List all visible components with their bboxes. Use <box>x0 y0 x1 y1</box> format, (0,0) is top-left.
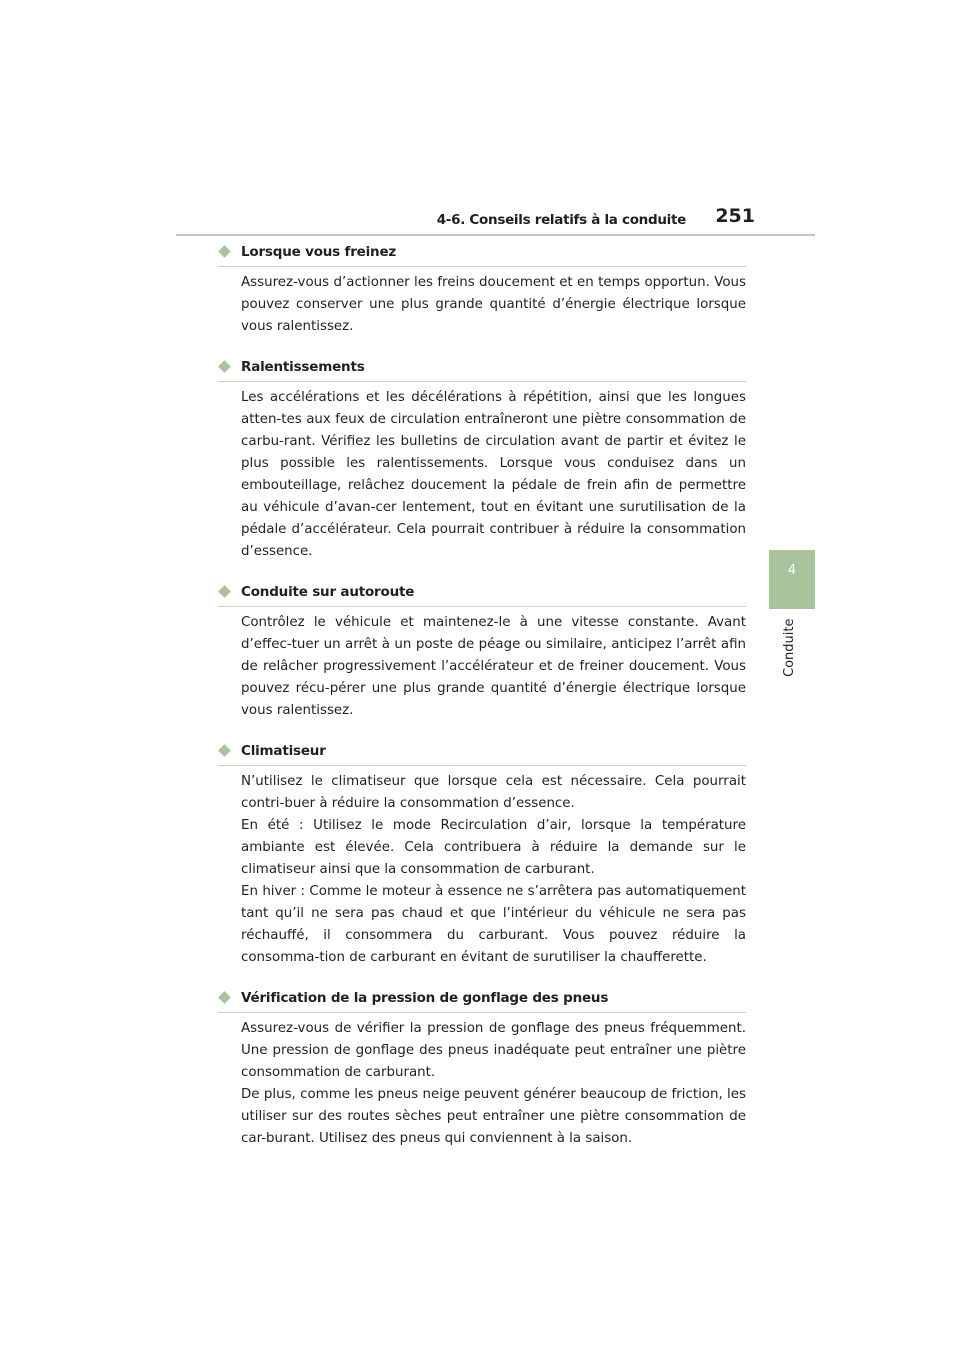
chapter-tab <box>769 550 815 609</box>
section-title: Lorsque vous freinez <box>241 244 397 260</box>
diamond-bullet-icon <box>218 360 231 373</box>
paragraph: En été : Utilisez le mode Recirculation d’air, lorsque la température ambiante est élevée. Cela contribuera à réduire la demande sur le climatiseur ainsi que la consommation de carburant. <box>241 818 746 877</box>
diamond-bullet-icon <box>218 585 231 598</box>
chapter-number: 4 <box>787 563 797 578</box>
diamond-bullet-icon <box>218 245 231 258</box>
section-heading <box>218 984 746 1013</box>
section-body <box>218 267 746 338</box>
paragraph: Assurez-vous de vérifier la pression de gonflage des pneus fréquemment. Une pression de gonflage des pneus inadéquate peut entraîner une piètre consommation de carburant. <box>241 1021 746 1080</box>
chapter-label-container <box>769 615 815 685</box>
paragraph: Les accélérations et les décélérations à répétition, ainsi que les longues atten-tes aux feux de circulation entraîneront une piètre consommation de carbu-rant. Vérifiez les bulletins de circulation avant de partir et évitez le plus possible les ralentissements. Lorsque vous conduisez dans un embouteillage, relâchez doucement la pédale de frein afin de permettre au véhicule d’avan-cer lentement, tout en évitant une surutilisation de la pédale d’accélérateur. Cela pourrait contribuer à réduire la consommation d’essence. <box>241 390 746 559</box>
diamond-bullet-icon <box>218 744 231 757</box>
section-heading <box>218 578 746 607</box>
paragraph: En hiver : Comme le moteur à essence ne s’arrêtera pas automatiquement tant qu’il ne sera pas chaud et que l’intérieur du véhicule ne sera pas réchauffé, il consommera du carburant. Vous pouvez réduire la consomma-tion de carburant en évitant de surutiliser la chaufferette. <box>241 884 746 965</box>
header-section-title: 4-6. Conseils relatifs à la conduite <box>436 212 686 228</box>
section-body <box>218 382 746 563</box>
section-body <box>218 766 746 969</box>
section-title: Climatiseur <box>241 743 326 759</box>
paragraph: Assurez-vous d’actionner les freins doucement et en temps opportun. Vous pouvez conserver une plus grande quantité d’énergie électrique lorsque vous ralentissez. <box>241 275 746 334</box>
page-header <box>176 204 815 236</box>
section-heading <box>218 353 746 382</box>
section-title: Conduite sur autoroute <box>241 584 415 600</box>
section-highway-driving <box>218 578 746 722</box>
section-heading <box>218 737 746 766</box>
section-air-conditioning <box>218 737 746 969</box>
section-heading <box>218 238 746 267</box>
paragraph: Contrôlez le véhicule et maintenez-le à une vitesse constante. Avant d’effec-tuer un arrêt à un poste de péage ou similaire, anticipez l’arrêt afin de relâcher progressivement l’accélérateur et de freiner doucement. Vous pouvez récu-pérer une plus grande quantité d’énergie électrique lorsque vous ralentissez. <box>241 615 746 718</box>
section-title: Ralentissements <box>241 359 365 375</box>
section-braking <box>218 238 746 338</box>
chapter-label: Conduite <box>782 618 797 677</box>
page-content <box>218 238 746 1165</box>
paragraph: De plus, comme les pneus neige peuvent générer beaucoup de friction, les utiliser sur des routes sèches peut entraîner une piètre consommation de car-burant. Utilisez des pneus qui conviennent à la saison. <box>241 1087 746 1146</box>
section-traffic-jams <box>218 353 746 563</box>
section-title: Vérification de la pression de gonflage des pneus <box>241 990 609 1006</box>
page-number: 251 <box>715 205 755 227</box>
section-body <box>218 1013 746 1150</box>
section-body <box>218 607 746 722</box>
section-tire-pressure <box>218 984 746 1150</box>
diamond-bullet-icon <box>218 991 231 1004</box>
paragraph: N’utilisez le climatiseur que lorsque cela est nécessaire. Cela pourrait contri-buer à réduire la consommation d’essence. <box>241 774 746 811</box>
